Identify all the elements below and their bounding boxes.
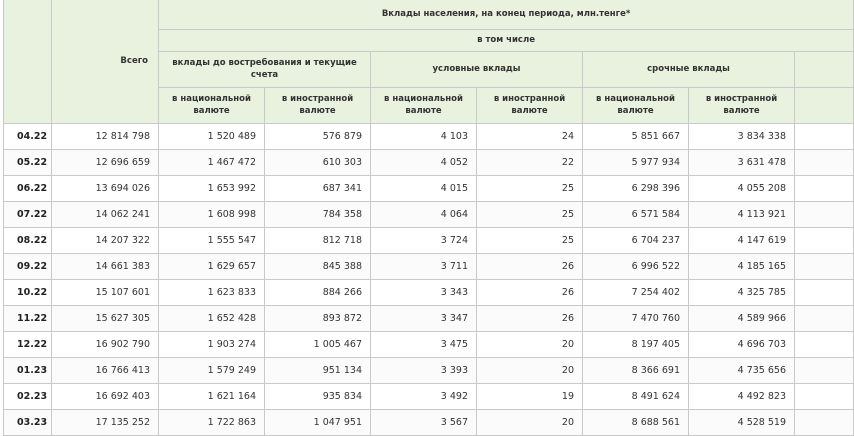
conditional-national-cell: 3 343 — [371, 280, 477, 306]
table-row — [4, 176, 854, 202]
period-cell: 03.23 — [4, 410, 52, 436]
extra-cell — [795, 306, 854, 332]
total-cell: 12 814 798 — [52, 124, 159, 150]
period-cell: 08.22 — [4, 228, 52, 254]
term-foreign-cell: 4 055 208 — [689, 176, 795, 202]
extra-cell — [795, 410, 854, 436]
demand-foreign-cell: 951 134 — [265, 358, 371, 384]
total-cell: 16 692 403 — [52, 384, 159, 410]
extra-cell — [795, 176, 854, 202]
demand-national-cell: 1 467 472 — [159, 150, 265, 176]
demand-foreign-cell: 845 388 — [265, 254, 371, 280]
demand-national-cell: 1 903 274 — [159, 332, 265, 358]
term-national-cell: 5 851 667 — [583, 124, 689, 150]
conditional-foreign-cell: 20 — [477, 358, 583, 384]
demand-foreign-cell: 784 358 — [265, 202, 371, 228]
term-foreign-cell: 4 589 966 — [689, 306, 795, 332]
table-row — [4, 306, 854, 332]
period-cell: 02.23 — [4, 384, 52, 410]
conditional-foreign-cell: 20 — [477, 332, 583, 358]
demand-national-cell: 1 621 164 — [159, 384, 265, 410]
term-foreign-cell: 4 113 921 — [689, 202, 795, 228]
demand-national-cell: 1 520 489 — [159, 124, 265, 150]
conditional-national-cell: 4 015 — [371, 176, 477, 202]
conditional-foreign-cell: 24 — [477, 124, 583, 150]
conditional-foreign-header: в иностранной валюте — [477, 88, 583, 124]
extra-cell — [795, 280, 854, 306]
period-cell: 07.22 — [4, 202, 52, 228]
conditional-national-cell: 3 567 — [371, 410, 477, 436]
period-cell: 01.23 — [4, 358, 52, 384]
table-row — [4, 358, 854, 384]
conditional-foreign-cell: 26 — [477, 306, 583, 332]
term-foreign-cell: 3 631 478 — [689, 150, 795, 176]
conditional-foreign-cell: 20 — [477, 410, 583, 436]
period-cell: 04.22 — [4, 124, 52, 150]
conditional-foreign-cell: 26 — [477, 280, 583, 306]
term-foreign-cell: 4 185 165 — [689, 254, 795, 280]
term-foreign-cell: 4 696 703 — [689, 332, 795, 358]
total-cell: 15 627 305 — [52, 306, 159, 332]
demand-foreign-cell: 884 266 — [265, 280, 371, 306]
demand-foreign-cell: 893 872 — [265, 306, 371, 332]
demand-national-cell: 1 555 547 — [159, 228, 265, 254]
conditional-foreign-cell: 22 — [477, 150, 583, 176]
term-national-cell: 6 298 396 — [583, 176, 689, 202]
term-national-cell: 8 688 561 — [583, 410, 689, 436]
term-national-cell: 8 197 405 — [583, 332, 689, 358]
conditional-foreign-cell: 25 — [477, 176, 583, 202]
conditional-foreign-cell: 26 — [477, 254, 583, 280]
term-foreign-cell: 4 325 785 — [689, 280, 795, 306]
demand-national-cell: 1 652 428 — [159, 306, 265, 332]
term-national-cell: 8 491 624 — [583, 384, 689, 410]
extra-cell — [795, 124, 854, 150]
demand-foreign-cell: 576 879 — [265, 124, 371, 150]
conditional-national-cell: 3 711 — [371, 254, 477, 280]
total-cell: 13 694 026 — [52, 176, 159, 202]
demand-foreign-header: в иностранной валюте — [265, 88, 371, 124]
period-cell: 09.22 — [4, 254, 52, 280]
conditional-foreign-cell: 19 — [477, 384, 583, 410]
extra-cell — [795, 332, 854, 358]
term-national-header: в национальной валюте — [583, 88, 689, 124]
conditional-national-header: в национальной валюте — [371, 88, 477, 124]
term-foreign-cell: 4 528 519 — [689, 410, 795, 436]
total-cell: 15 107 601 — [52, 280, 159, 306]
table-header — [4, 0, 854, 124]
extra-cell — [795, 228, 854, 254]
table-row — [4, 228, 854, 254]
total-header: Всего — [52, 0, 159, 124]
total-cell: 16 766 413 — [52, 358, 159, 384]
demand-foreign-cell: 687 341 — [265, 176, 371, 202]
period-cell: 12.22 — [4, 332, 52, 358]
term-national-cell: 6 704 237 — [583, 228, 689, 254]
demand-national-cell: 1 653 992 — [159, 176, 265, 202]
conditional-national-cell: 4 064 — [371, 202, 477, 228]
term-national-cell: 7 470 760 — [583, 306, 689, 332]
conditional-national-cell: 3 475 — [371, 332, 477, 358]
term-national-cell: 8 366 691 — [583, 358, 689, 384]
term-foreign-cell: 3 834 338 — [689, 124, 795, 150]
demand-foreign-cell: 1 047 951 — [265, 410, 371, 436]
extra-group-header — [795, 52, 854, 88]
conditional-national-cell: 4 103 — [371, 124, 477, 150]
table-row — [4, 410, 854, 436]
table-row — [4, 280, 854, 306]
demand-deposits-header: вклады до востребования и текущие счета — [159, 52, 371, 88]
deposits-table — [3, 0, 854, 436]
period-cell: 11.22 — [4, 306, 52, 332]
term-foreign-cell: 4 735 656 — [689, 358, 795, 384]
total-cell: 12 696 659 — [52, 150, 159, 176]
term-national-cell: 5 977 934 — [583, 150, 689, 176]
total-cell: 14 062 241 — [52, 202, 159, 228]
conditional-national-cell: 4 052 — [371, 150, 477, 176]
demand-foreign-cell: 610 303 — [265, 150, 371, 176]
conditional-national-cell: 3 393 — [371, 358, 477, 384]
extra-cell — [795, 202, 854, 228]
conditional-foreign-cell: 25 — [477, 202, 583, 228]
demand-national-cell: 1 629 657 — [159, 254, 265, 280]
extra-currency-header — [795, 88, 854, 124]
term-national-cell: 6 996 522 — [583, 254, 689, 280]
term-national-cell: 7 254 402 — [583, 280, 689, 306]
term-foreign-header: в иностранной валюте — [689, 88, 795, 124]
table-row — [4, 150, 854, 176]
conditional-deposits-header: условные вклады — [371, 52, 583, 88]
demand-national-cell: 1 623 833 — [159, 280, 265, 306]
extra-cell — [795, 150, 854, 176]
demand-foreign-cell: 1 005 467 — [265, 332, 371, 358]
demand-foreign-cell: 812 718 — [265, 228, 371, 254]
term-foreign-cell: 4 492 823 — [689, 384, 795, 410]
term-deposits-header: срочные вклады — [583, 52, 795, 88]
total-cell: 17 135 252 — [52, 410, 159, 436]
conditional-foreign-cell: 25 — [477, 228, 583, 254]
table-body — [4, 124, 854, 436]
term-national-cell: 6 571 584 — [583, 202, 689, 228]
extra-cell — [795, 384, 854, 410]
table-row — [4, 202, 854, 228]
demand-national-cell: 1 608 998 — [159, 202, 265, 228]
table-row — [4, 384, 854, 410]
demand-national-cell: 1 722 863 — [159, 410, 265, 436]
extra-cell — [795, 358, 854, 384]
table-row — [4, 254, 854, 280]
main-header: Вклады населения, на конец периода, млн.тенге* — [159, 0, 854, 30]
term-foreign-cell: 4 147 619 — [689, 228, 795, 254]
period-header-cell — [4, 0, 52, 124]
conditional-national-cell: 3 492 — [371, 384, 477, 410]
demand-national-header: в национальной валюте — [159, 88, 265, 124]
demand-national-cell: 1 579 249 — [159, 358, 265, 384]
total-cell: 16 902 790 — [52, 332, 159, 358]
table-row — [4, 124, 854, 150]
extra-cell — [795, 254, 854, 280]
conditional-national-cell: 3 347 — [371, 306, 477, 332]
period-cell: 05.22 — [4, 150, 52, 176]
conditional-national-cell: 3 724 — [371, 228, 477, 254]
table-row — [4, 332, 854, 358]
total-cell: 14 207 322 — [52, 228, 159, 254]
demand-foreign-cell: 935 834 — [265, 384, 371, 410]
total-cell: 14 661 383 — [52, 254, 159, 280]
sub-header: в том числе — [159, 30, 854, 52]
period-cell: 10.22 — [4, 280, 52, 306]
period-cell: 06.22 — [4, 176, 52, 202]
